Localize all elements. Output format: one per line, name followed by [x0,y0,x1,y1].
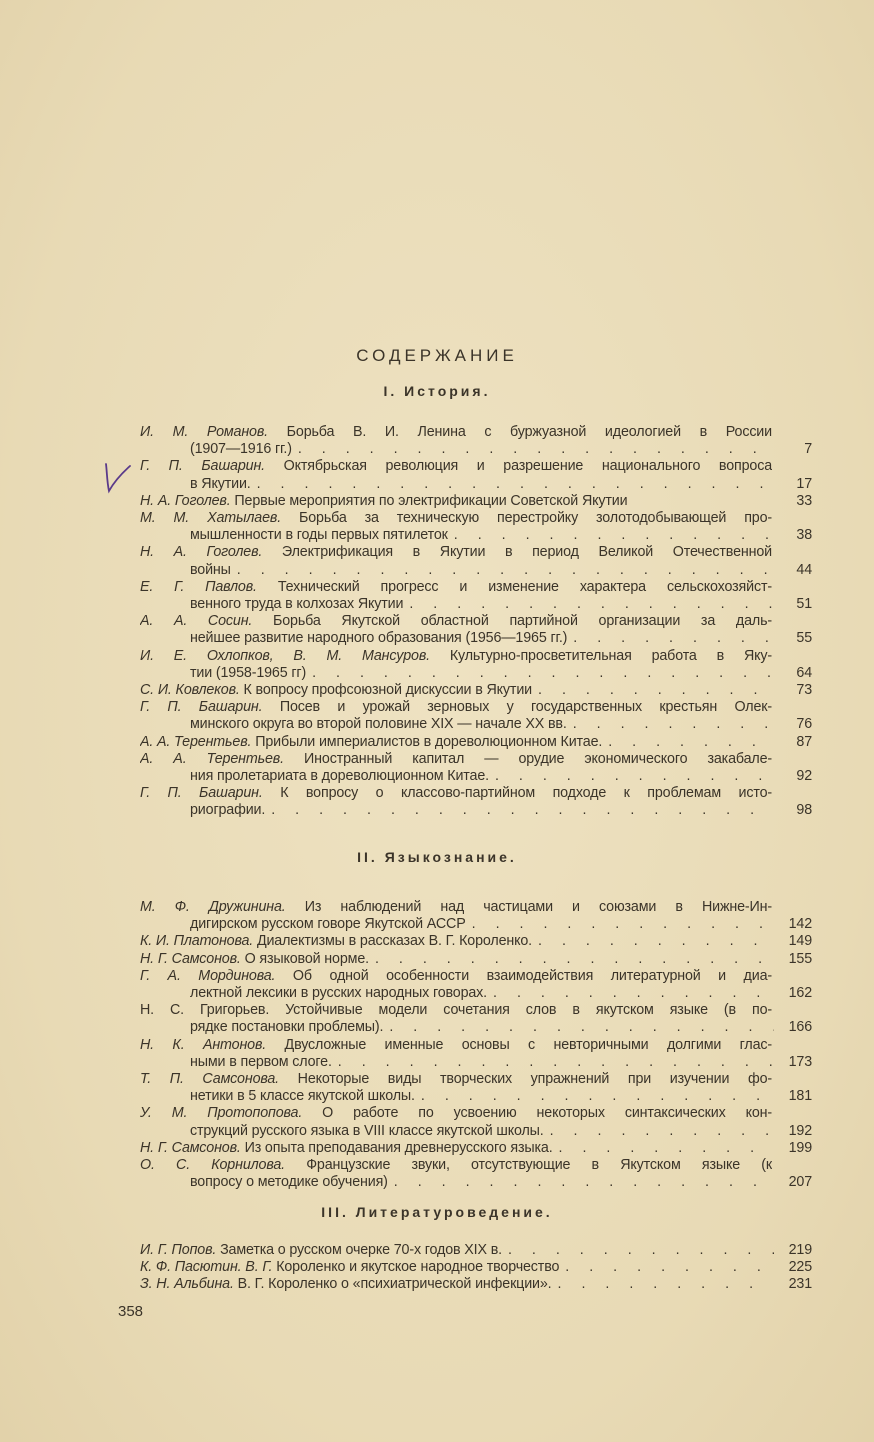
entry-title-text: Борьба Якутской областной партийной организации за даль- [273,613,772,630]
entry-page-number: 149 [788,933,812,950]
entry-title-text: ными в первом слоге. [190,1053,332,1070]
toc-entry-line [140,768,812,785]
dot-leader [338,1054,774,1071]
toc-entry [140,933,812,950]
entry-page-number: 225 [788,1259,812,1276]
entry-title-text: Некоторые виды творческих упражнений при изучении фо- [297,1070,772,1087]
entry-text-wrap [190,1174,388,1191]
entry-text-wrap [140,1140,553,1157]
entry-text-wrap [190,768,489,785]
dot-leader [389,1019,774,1036]
entry-title-text: дигирском русском говоре Якутской АССР [190,916,466,933]
entry-author: К. И. Платонова. [140,933,254,950]
entry-text-wrap [190,476,251,493]
toc-entry [140,1242,812,1259]
entry-title-text: Электрификация в Якутии в период Великой Отечественной [281,544,772,561]
page-title: СОДЕРЖАНИЕ [356,346,518,365]
entry-text-wrap [140,493,627,510]
entry-page-number: 207 [788,1174,812,1191]
entry-author: Т. П. Самсонова. [140,1070,280,1087]
entry-text-wrap [190,630,567,647]
toc-entry-line [140,1140,812,1157]
toc-entry-line [140,1123,812,1140]
entry-title-text: нейшее развитие народного образования (1956—1965 гг.) [190,630,568,647]
toc-entry [140,1037,812,1071]
toc-entry [140,899,812,933]
dot-leader [257,476,774,493]
toc-entry [140,424,812,458]
entry-author: М. Ф. Дружинина. [140,899,286,915]
toc-entry [140,648,812,682]
toc-entry [140,699,812,733]
entry-title-text: Борьба за техническую перестройку золотодобывающей про- [299,509,772,526]
entry-page-number: 181 [788,1088,812,1105]
toc-entry [140,613,812,647]
toc-entry-line [140,1088,812,1105]
entry-page-number: 219 [788,1242,812,1258]
toc-entry-line [140,933,812,950]
entry-author: Г. П. Башарин. [140,785,263,802]
entry-title-text: вопросу о методике обучения) [190,1174,388,1191]
entry-title-text: Короленко и якутское народное творчество [276,1259,560,1276]
entry-title-text: В. Г. Короленко о «психиатрической инфекции». [237,1276,552,1293]
toc-entry-line [140,716,812,733]
section-history-entries [140,424,812,820]
entry-author: К. Ф. Пасютин. В. Г. [140,1259,273,1276]
toc-entry [140,1276,812,1293]
entry-page-number: 173 [788,1053,812,1070]
entry-title-text: рядке постановки проблемы). [190,1019,384,1036]
entry-text-wrap [190,716,567,733]
toc-entry-line [140,1054,812,1071]
toc-entry-line [140,527,812,544]
entry-page-number: 98 [796,802,812,819]
entry-author: У. М. Протопопова. [140,1105,303,1122]
entry-text-wrap [140,734,602,751]
entry-page-number: 76 [796,716,812,733]
dot-leader [409,596,774,613]
toc-entry-line [140,1019,812,1036]
entry-author: З. Н. Альбина. [140,1276,234,1293]
dot-leader [508,1242,774,1259]
toc-entry-line [140,682,812,699]
entry-title-text: Заметка о русском очерке 70-х годов XIX в. [220,1242,502,1258]
dot-leader [298,441,774,458]
toc-entry-line [140,899,772,916]
toc-entry-line [140,458,772,475]
entry-text-wrap [140,1276,552,1293]
entry-author: Г. А. Мординова. [140,967,276,984]
entry-text-wrap [190,1123,544,1140]
entry-text-wrap [190,441,292,458]
toc-entry [140,968,812,1002]
section-literature-entries [140,1242,812,1294]
entry-title-text: минского округа во второй половине XIX — начале XX вв. [190,716,567,733]
toc-entry-line [140,916,812,933]
dot-leader [573,630,774,647]
dot-leader [493,985,774,1002]
dot-leader [538,682,774,699]
toc-entry-line [140,493,812,510]
toc-entry-line [140,1174,812,1191]
entry-title-text: Иностранный капитал — орудие экономического закабале- [304,750,772,767]
entry-author: И. Г. Попов. [140,1242,217,1258]
entry-page-number: 155 [788,950,812,967]
dot-leader [394,1174,774,1191]
toc-entry-line [140,476,812,493]
entry-title-text: Посев и урожай зерновых у государственных крестьян Олек- [279,699,772,716]
entry-author: М. М. Хатылаев. [140,509,282,526]
entry-text-wrap [190,802,265,819]
entry-author: И. Е. Охлопков, В. М. Мансуров. [140,647,430,664]
entry-author: Н. А. Гоголев. [140,492,231,509]
entry-text-wrap [140,951,369,968]
entry-title-text: лектной лексики в русских народных говорах. [190,984,488,1001]
entry-title-text: (1907—1916 гг.) [190,441,292,458]
dot-leader [472,916,774,933]
toc-entry-line [140,802,812,819]
toc-entry [140,734,812,751]
toc-entry [140,951,812,968]
entry-author: Г. П. Башарин. [140,699,263,716]
toc-entry-line [140,613,772,630]
entry-title-text: струкций русского языка в VIII классе якутской школы. [190,1122,544,1139]
entry-page-number: 7 [804,441,812,458]
dot-leader [454,527,774,544]
entry-title-text: Двусложные именные основы с невторичными долгими глас- [284,1036,772,1053]
entry-title-text: Устойчивые модели сочетания слов в якутском языке (в по- [285,1002,772,1019]
dot-leader [550,1123,774,1140]
entry-text-wrap [140,1259,559,1276]
toc-entry-line [140,510,772,527]
entry-page-number: 162 [788,984,812,1001]
toc-entry-line [140,1276,812,1293]
entry-page-number: 192 [788,1122,812,1139]
toc-entry-line [140,424,772,441]
entry-title-text: войны [190,561,231,578]
entry-text-wrap [140,1242,502,1259]
dot-leader [608,734,774,751]
toc-entry [140,544,812,578]
toc-entry-line [140,544,772,561]
entry-page-number: 92 [796,767,812,784]
entry-page-number: 166 [788,1019,812,1036]
dot-leader [375,951,774,968]
entry-page-number: 17 [796,475,812,492]
entry-text-wrap [190,1054,332,1071]
dot-leader [271,802,774,819]
entry-title-text: О языковой норме. [244,950,369,967]
toc-entry [140,493,812,510]
toc-entry-line [140,630,812,647]
toc-entry [140,1002,812,1036]
entry-title-text: Технический прогресс и изменение характера сельскохозяйст- [277,578,772,595]
entry-author: Е. Г. Павлов. [140,578,257,595]
entry-text-wrap [140,933,532,950]
entry-title-text: Октябрьская революция и разрешение национального вопроса [283,458,772,475]
entry-title-text: К вопросу профсоюзной дискуссии в Якутии [243,681,532,698]
toc-entry [140,751,812,785]
toc-entry-line [140,1105,772,1122]
toc-entry-line [140,1242,812,1259]
toc-entry [140,682,812,699]
section-heading-history: I. История. [383,383,491,399]
toc-entry-line [140,1157,772,1174]
entry-text-wrap [190,596,403,613]
toc-entry [140,1259,812,1276]
entry-page-number: 199 [788,1139,812,1156]
entry-author: А. А. Терентьев. [140,733,252,750]
entry-title-text: Борьба В. И. Ленина с буржуазной идеологией в России [286,424,772,440]
toc-entry [140,785,812,819]
entry-author: Н. К. Антонов. [140,1036,267,1053]
entry-title-text: Прибыли империалистов в дореволюционном Китае. [255,733,603,750]
section-linguistics-entries [140,899,812,1191]
toc-entry-line [140,596,812,613]
toc-entry [140,579,812,613]
toc-entry-line [140,968,772,985]
dot-leader [312,665,774,682]
entry-text-wrap [190,985,487,1002]
toc-entry-line [140,951,812,968]
entry-page-number: 231 [788,1276,812,1293]
dot-leader [565,1259,774,1276]
toc-entry [140,1105,812,1139]
entry-title-text: мышленности в годы первых пятилеток [190,527,448,544]
entry-title-text: К вопросу о классово-партийном подходе к проблемам исто- [280,785,772,802]
page-number: 358 [118,1303,144,1320]
entry-page-number: 51 [796,595,812,612]
entry-author: О. С. Корнилова. [140,1156,285,1173]
entry-text-wrap [190,916,466,933]
toc-entry-line [140,665,812,682]
entry-page-number: 73 [796,681,812,698]
dot-leader [495,768,774,785]
toc-entry-line [140,1259,812,1276]
section-heading-linguistics: II. Языкознание. [357,849,517,865]
toc-entry-line [140,1071,772,1088]
entry-title-text: ния пролетариата в дореволюционном Китае. [190,767,489,784]
dot-leader [559,1140,774,1157]
dot-leader [538,933,774,950]
entry-title-text: риографии. [190,802,266,819]
entry-author: А. А. Сосин. [140,613,253,630]
toc-entry [140,510,812,544]
entry-author: Н. Г. Самсонов. [140,1139,241,1156]
dot-leader [627,493,778,510]
entry-title-text: Диалектизмы в рассказах В. Г. Короленко. [256,933,533,950]
entry-text-wrap [190,527,448,544]
entry-author: С. И. Ковлеков. [140,681,240,698]
entry-title-text: Первые мероприятия по электрификации Советской Якутии [234,492,628,509]
toc-entry [140,1071,812,1105]
entry-title-text: Культурно-просветительная работа в Яку- [449,647,772,664]
toc-entry-line [140,699,772,716]
entry-page-number: 64 [796,664,812,681]
entry-title-text: О работе по усвоению некоторых синтаксических кон- [322,1105,772,1122]
entry-title-text: Французские звуки, отсутствующие в Якутском языке (к [306,1156,772,1173]
section-heading-literature: III. Литературоведение. [321,1204,553,1220]
entry-text-wrap [140,682,532,699]
entry-page-number: 44 [796,561,812,578]
entry-author: Н. Г. Самсонов. [140,950,241,967]
toc-entry-line [140,441,812,458]
entry-page-number: 33 [796,492,812,509]
entry-author: Г. П. Башарин. [140,458,265,475]
entry-text-wrap [190,1088,415,1105]
entry-page-number: 55 [796,630,812,647]
entry-page-number: 87 [796,733,812,750]
dot-leader [558,1276,774,1293]
entry-text-wrap [190,562,231,579]
toc-entry [140,1140,812,1157]
entry-author: А. А. Терентьев. [140,750,284,767]
entry-text-wrap [190,1019,383,1036]
toc-entry-line [140,648,772,665]
toc-entry-line [140,1037,772,1054]
handwritten-check-mark-icon [100,460,134,496]
entry-author: Н. А. Гоголев. [140,544,263,561]
dot-leader [421,1088,774,1105]
toc-entry-line [140,734,812,751]
entry-title-text: венного труда в колхозах Якутии [190,595,404,612]
entry-title-text: нетики в 5 классе якутской школы. [190,1088,415,1105]
toc-entry-line [140,751,772,768]
toc-entry-line [140,579,772,596]
toc-entry-line [140,1002,772,1019]
entry-title-text: Из опыта преподавания древнерусского языка. [244,1139,553,1156]
toc-entry [140,458,812,492]
entry-title-text: Об одной особенности взаимодействия литературной и диа- [292,967,772,984]
entry-title-text: в Якутии. [190,475,251,492]
toc-entry [140,1157,812,1191]
entry-page-number: 38 [796,527,812,544]
dot-leader [573,716,774,733]
entry-author: И. М. Романов. [140,424,268,440]
entry-title-text: Из наблюдений над частицами и союзами в Нижне-Ин- [304,899,772,915]
toc-entry-line [140,562,812,579]
entry-author: Н. С. Григорьев. [140,1002,270,1019]
dot-leader [237,562,774,579]
toc-entry-line [140,985,812,1002]
entry-page-number: 142 [788,916,812,933]
toc-entry-line [140,785,772,802]
entry-text-wrap [190,665,306,682]
entry-title-text: тии (1958-1965 гг) [190,664,307,681]
